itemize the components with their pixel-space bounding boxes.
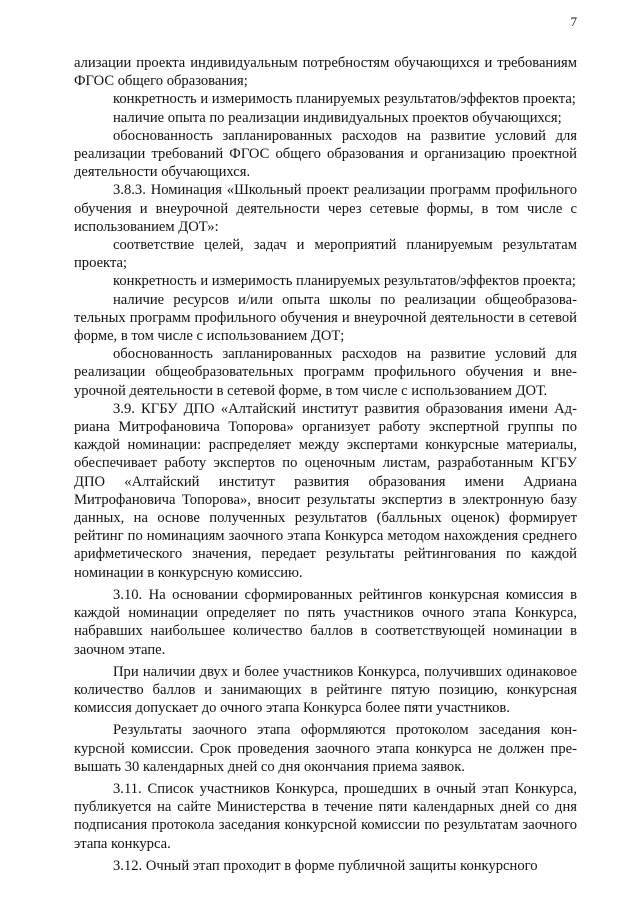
paragraph-tie-rule: При наличии двух и более участников Конкурса, получивших одинаковое количество баллов и занимающих в рейтинге пятую позицию, конкурсная комиссия допускает до очного этапа Конкурса более пяти участников. [74, 663, 577, 717]
paragraph-section-3-9: 3.9. КГБУ ДПО «Алтайский институт развития образования имени Адриана Митрофановича Топорова» организует работу экспертной группы по каждой номинации: распределяет между экспертами конкурсные материалы, обеспечивает работу экспертов по оценочным листам, разработанным КГБУ ДПО «Алтайский институт развития образования имени Адриана Митрофановича Топорова», вносит результаты экспертиз в электронную базу данных, на основе полученных результатов (балльных оценок) формирует рейтинг по номинациям заочного этапа Конкурса методом нахождения среднего арифметического значения, передает результаты рейтингования по каждой номинации в конкурсную комиссию. [74, 400, 577, 581]
paragraph-criterion-measurability: конкретность и измеримость планируемых результатов/эффектов проекта; [113, 91, 576, 108]
paragraph-results-protocol: Результаты заочного этапа оформляются протоколом заседания конкурсной комиссии. Срок проведения заочного этапа конкурса не должен превышать 30 календарных дней со дня окончания приема заявок. [74, 722, 577, 775]
paragraph-section-3-11: 3.11. Список участников Конкурса, прошедших в очный этап Конкурса, публикуется на сайте Министерства в течение пяти календарных дней со дня подписания протокола заседания конкурсной комиссии по результатам заочного этапа конкурса. [74, 780, 577, 852]
paragraph-criterion-expenses-2: обоснованность запланированных расходов на развитие условий для реализации общеобразовательных программ профильного обучения и внеурочной деятельности в сетевой форме, в том числе с использованием ДОТ. [74, 346, 577, 399]
paragraph-section-3-10: 3.10. На основании сформированных рейтингов конкурсная комиссия в каждой номинации определяет по пять участников очного этапа Конкурса, набравших наибольшее количество баллов в соответствующей номинации в заочном этапе. [74, 586, 577, 658]
paragraph-criterion-expenses: обоснованность запланированных расходов на развитие условий для реализации требований ФГОС общего образования и организацию проектной деятельности обучающихся. [74, 127, 577, 181]
document-body [74, 54, 577, 875]
paragraph-section-3-8-3: 3.8.3. Номинация «Школьный проект реализации программ профильного обучения и внеурочной деятельности через сетевые формы, в том числе с использованием ДОТ»: [74, 182, 577, 235]
paragraph-criterion-resources: наличие ресурсов и/или опыта школы по реализации общеобразовательных программ профильного обучения и внеурочной деятельности в сетевой форме, в том числе с использованием ДОТ; [74, 291, 577, 345]
page-number: 7 [570, 14, 577, 29]
paragraph-criterion-experience: наличие опыта по реализации индивидуальных проектов обучающихся; [113, 109, 562, 126]
paragraph-criterion-goals: соответствие целей, задач и мероприятий планируемым результатам проекта; [74, 237, 577, 272]
paragraph-criterion-measurability-2: конкретность и измеримость планируемых результатов/эффектов проекта; [113, 273, 576, 290]
paragraph-section-3-12: 3.12. Очный этап проходит в форме публичной защиты конкурсного [113, 857, 538, 874]
paragraph-requirement-fgos-continued: ализации проекта индивидуальным потребностям обучающихся и требованиям ФГОС общего образования; [74, 55, 577, 90]
